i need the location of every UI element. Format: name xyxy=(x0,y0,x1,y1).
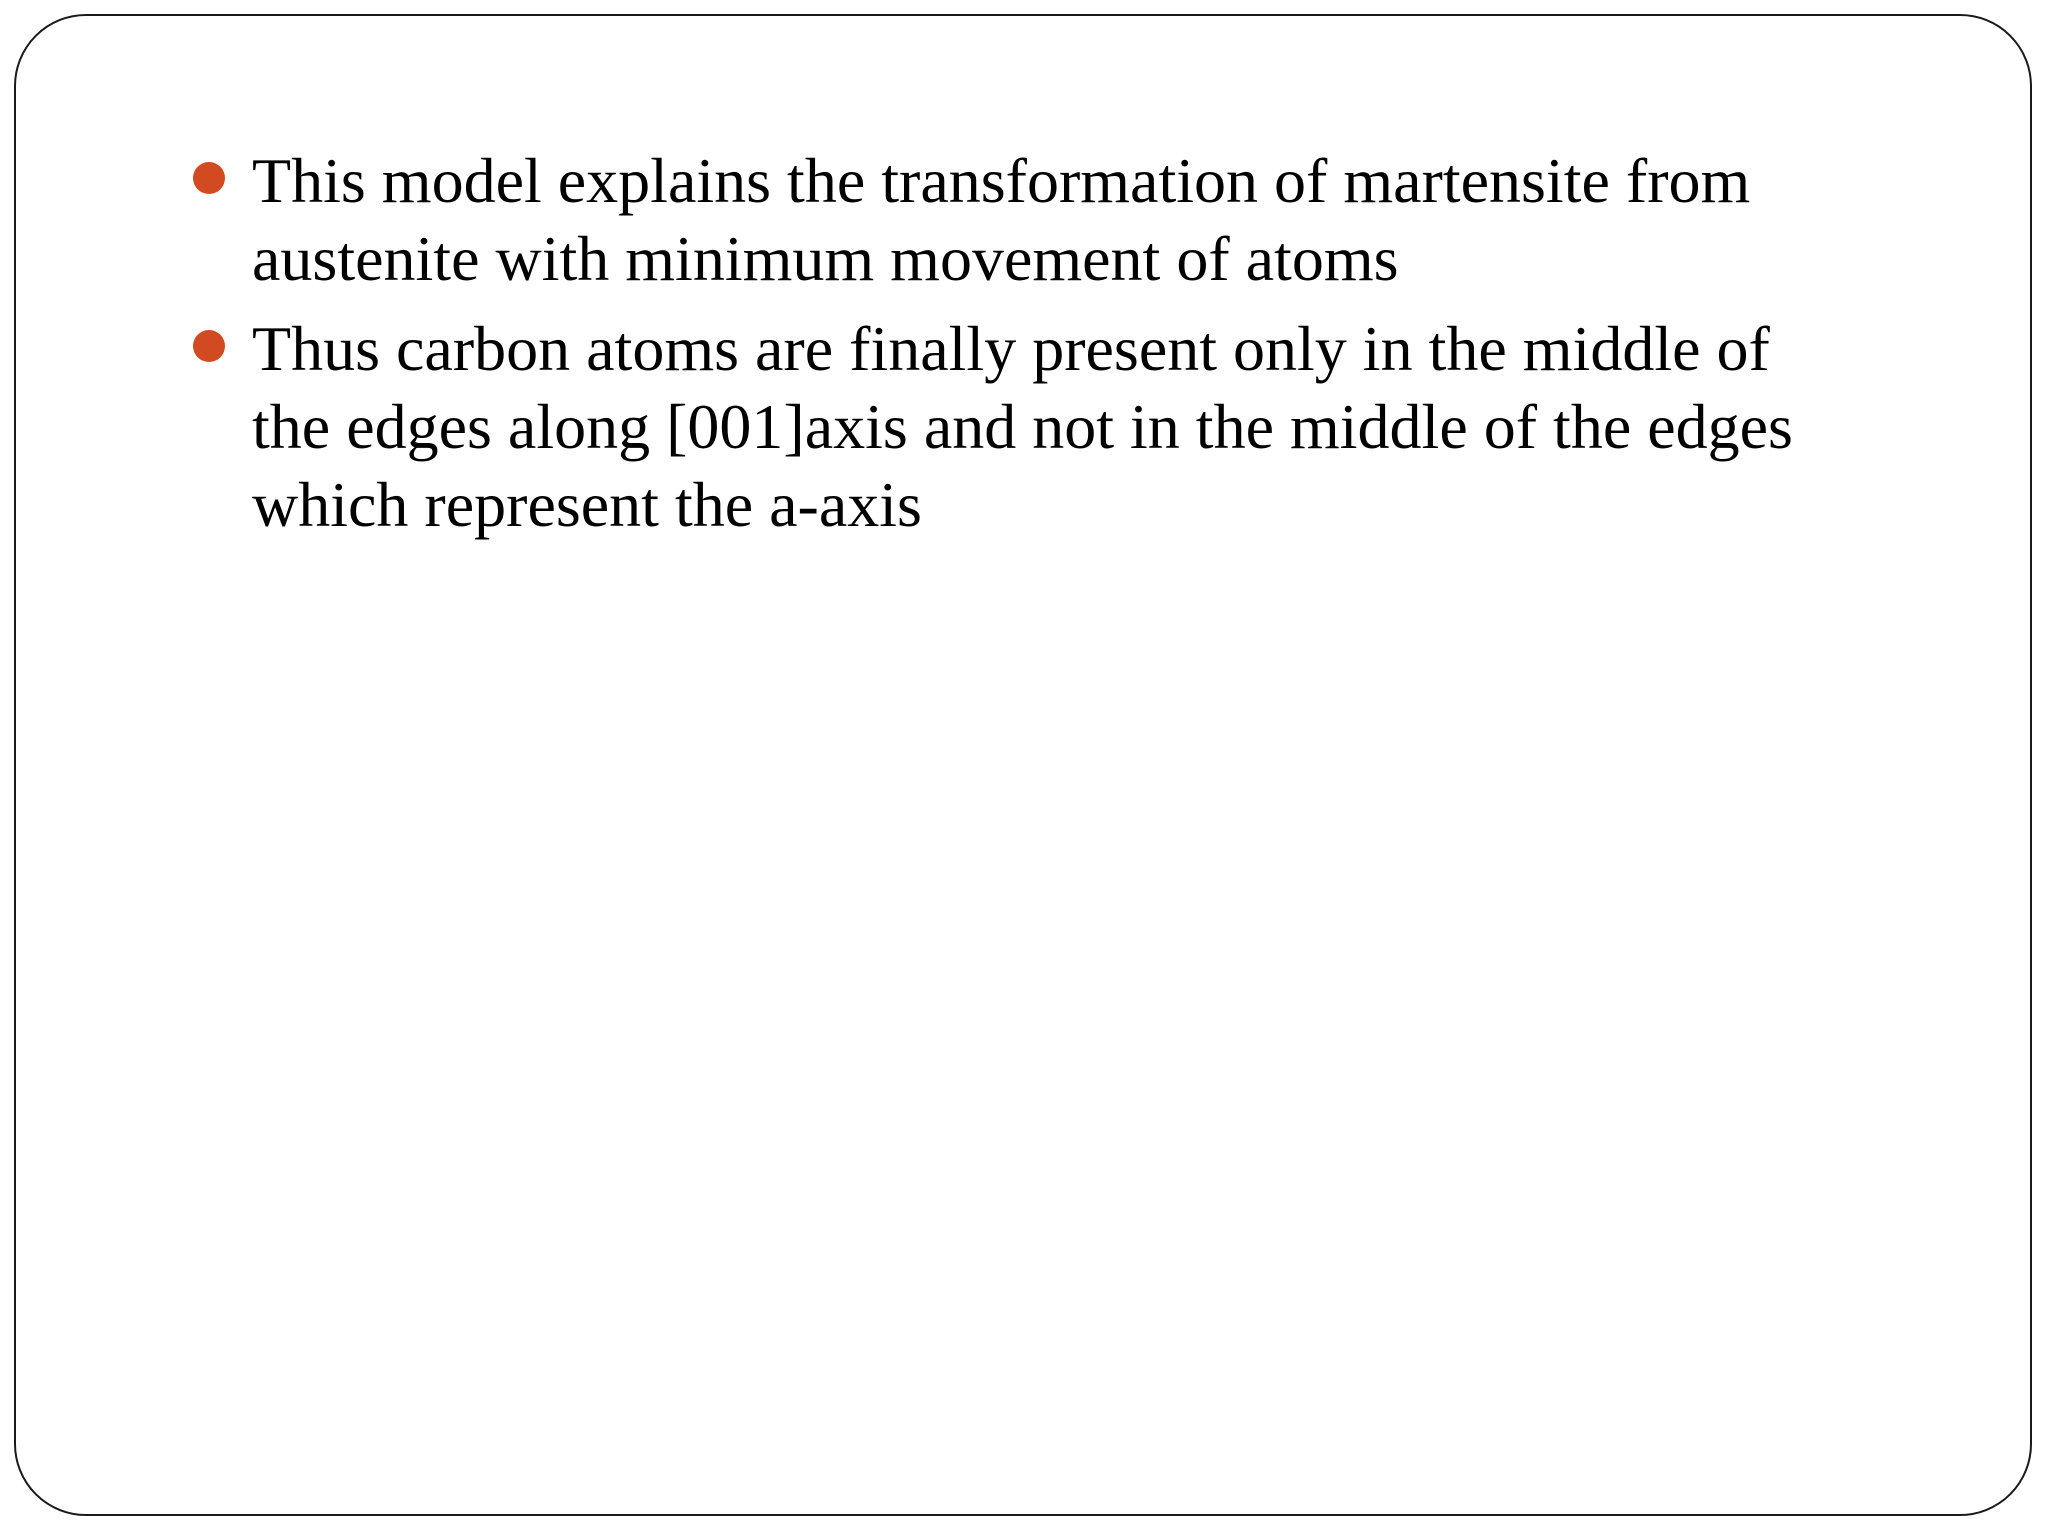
bullet-item xyxy=(192,310,1852,544)
bullet-dot-icon xyxy=(193,330,225,362)
bullet-item xyxy=(192,142,1852,298)
slide-frame xyxy=(14,14,2032,1516)
bullet-list xyxy=(192,142,1852,556)
bullet-text: Thus carbon atoms are finally present only in the middle of the edges along [001]axis and not in the middle of the edges which represent the a-axis xyxy=(252,313,1793,540)
bullet-dot-icon xyxy=(193,162,225,194)
bullet-text: This model explains the transformation of martensite from austenite with minimum movement of atoms xyxy=(252,145,1751,294)
